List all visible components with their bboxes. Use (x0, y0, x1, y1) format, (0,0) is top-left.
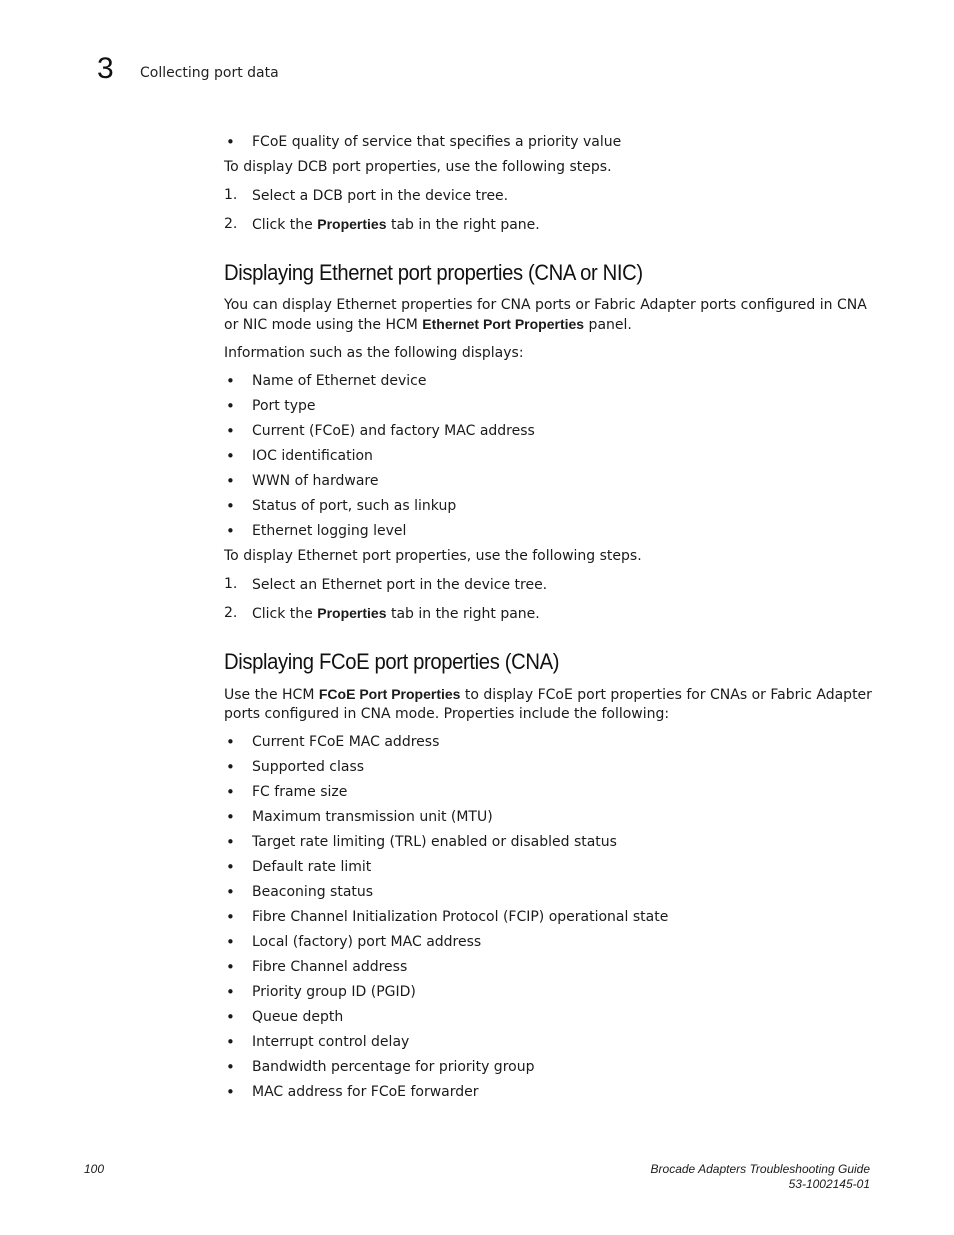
list-item: • Current (FCoE) and factory MAC address (224, 422, 872, 441)
intro-bullet-list (224, 133, 872, 152)
doc-number: 53-1002145-01 (788, 1177, 870, 1191)
list-item: • Status of port, such as linkup (224, 497, 872, 516)
list-item: • Fibre Channel Initialization Protocol (FCIP) operational state (224, 908, 872, 927)
ui-term-fcoe-port-properties: FCoE Port Properties (318, 686, 461, 702)
step-number: 2. (224, 605, 238, 621)
step-item (224, 186, 872, 206)
ui-term-properties: Properties (317, 216, 387, 232)
ui-term-properties: Properties (317, 605, 387, 621)
step-text: Select an Ethernet port in the device tree. (252, 577, 548, 593)
section-heading-fcoe: Displaying FCoE port properties (CNA) (224, 649, 560, 674)
page-number: 100 (84, 1162, 105, 1176)
step-number: 2. (224, 216, 238, 232)
intro-steps (224, 186, 872, 235)
step-item (224, 604, 872, 624)
paragraph-text: to display FCoE port properties for CNAs or Fabric Adapter ports configured in CNA mode. Properties include the following: (224, 687, 872, 722)
step-text: Click the (252, 217, 318, 233)
list-item: • Supported class (224, 758, 872, 777)
ethernet-bullet-list (224, 372, 872, 541)
guide-title: Brocade Adapters Troubleshooting Guide (650, 1162, 870, 1176)
step-text: tab in the right pane. (386, 606, 540, 622)
list-item: • Beaconing status (224, 883, 872, 902)
chapter-number: 3 (97, 52, 114, 85)
section-ethernet-info: Information such as the following displays: (224, 345, 524, 361)
chapter-title: Collecting port data (140, 65, 279, 81)
ethernet-steps (224, 575, 872, 624)
section-ethernet-paragraph (224, 296, 872, 335)
list-item: • Current FCoE MAC address (224, 733, 872, 752)
list-item: • Port type (224, 397, 872, 416)
step-text: tab in the right pane. (386, 217, 540, 233)
list-item: • FC frame size (224, 783, 872, 802)
list-item: • Local (factory) port MAC address (224, 933, 872, 952)
list-item: • Bandwidth percentage for priority group (224, 1058, 872, 1077)
list-item: • FCoE quality of service that specifies a priority value (224, 133, 872, 152)
list-item: • Queue depth (224, 1008, 872, 1027)
step-number: 1. (224, 187, 238, 203)
list-item: • Fibre Channel address (224, 958, 872, 977)
list-item: • Default rate limit (224, 858, 872, 877)
section-ethernet-lead: To display Ethernet port properties, use the following steps. (224, 548, 642, 564)
section-heading-ethernet: Displaying Ethernet port properties (CNA or NIC) (224, 260, 643, 285)
list-item: • MAC address for FCoE forwarder (224, 1083, 872, 1102)
list-item: • IOC identification (224, 447, 872, 466)
footer-doc-info (651, 1162, 870, 1192)
step-text: Select a DCB port in the device tree. (252, 188, 509, 204)
paragraph-text: You can display Ethernet properties for CNA ports or Fabric Adapter ports configured in CNA or NIC mode using the HCM (224, 297, 867, 333)
list-item: • WWN of hardware (224, 472, 872, 491)
fcoe-bullet-list (224, 733, 872, 1102)
list-item: • Target rate limiting (TRL) enabled or disabled status (224, 833, 872, 852)
list-item: • Name of Ethernet device (224, 372, 872, 391)
list-item: • Maximum transmission unit (MTU) (224, 808, 872, 827)
step-text: Click the (252, 606, 318, 622)
ui-term-ethernet-port-properties: Ethernet Port Properties (422, 316, 585, 332)
list-item: • Interrupt control delay (224, 1033, 872, 1052)
page-content (224, 133, 872, 1108)
step-item (224, 575, 872, 595)
paragraph-text: Use the HCM (224, 687, 319, 703)
list-item: • Priority group ID (PGID) (224, 983, 872, 1002)
section-fcoe-paragraph (224, 685, 872, 724)
paragraph-text: panel. (584, 317, 632, 333)
list-item: • Ethernet logging level (224, 522, 872, 541)
step-item (224, 215, 872, 235)
intro-lead: To display DCB port properties, use the following steps. (224, 159, 612, 175)
step-number: 1. (224, 576, 238, 592)
